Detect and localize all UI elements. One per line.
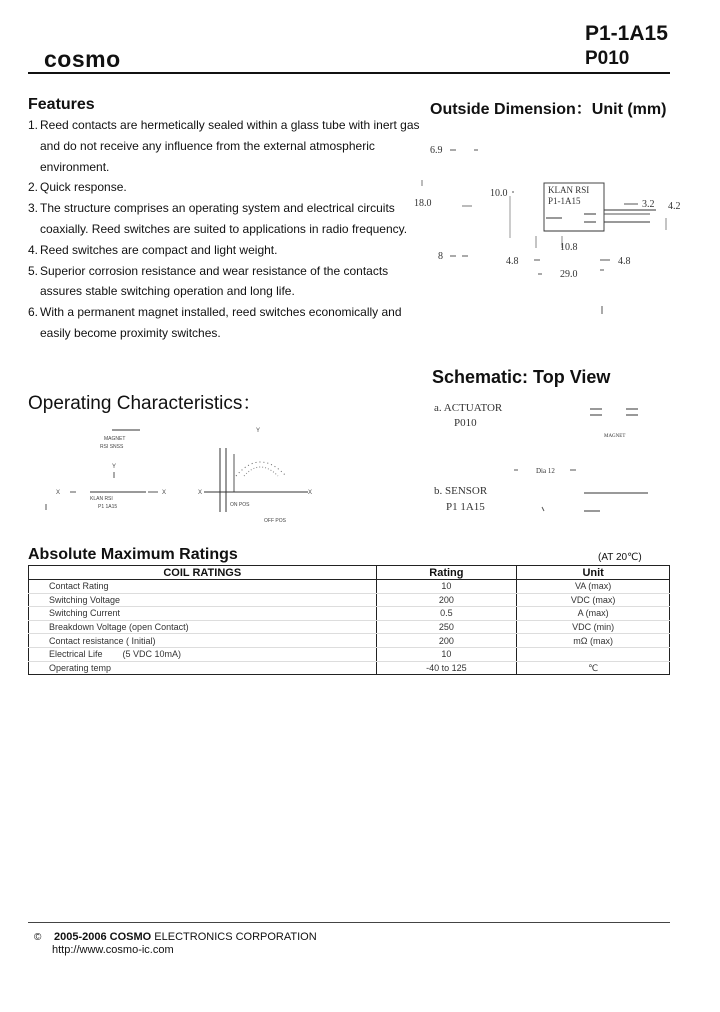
rating-value: 250 — [376, 620, 517, 634]
rating-unit: VDC (max) — [517, 593, 670, 607]
part-number: P1-1A15 — [585, 22, 668, 45]
op-y-axis-label: Y — [112, 464, 117, 470]
rating-value: 10 — [376, 647, 517, 661]
dim-4-2: 4.2 — [668, 201, 681, 212]
rating-name: Switching Voltage — [29, 593, 377, 607]
rating-value: 0.5 — [376, 607, 517, 621]
rating-name: Switching Current — [29, 607, 377, 621]
schematic-heading: Schematic: Top View — [432, 367, 611, 387]
rating-name: Contact resistance ( Initial) — [29, 634, 377, 648]
op-right-x-left: X — [198, 490, 203, 496]
list-item: 4. Reed switches are compact and light weight. — [28, 242, 278, 257]
list-item: 3. The structure comprises an operating system and electrical circuits coaxially. Reed switches are suited to applications in radio frequency. — [28, 201, 408, 236]
rating-value: 10 — [376, 580, 517, 594]
header-rule — [28, 72, 670, 74]
dia-label: Dia 12 — [536, 467, 555, 475]
dim-6-9: 6.9 — [430, 145, 443, 156]
features-list — [28, 115, 420, 344]
rating-name: Operating temp — [29, 661, 377, 675]
ratings-heading: Absolute Maximum Ratings — [28, 546, 238, 563]
op-magnet-label: MAGNET — [104, 436, 126, 442]
op-sensor-sub: P1 1A15 — [98, 504, 118, 510]
rating-value: -40 to 125 — [376, 661, 517, 675]
rating-name: Breakdown Voltage (open Contact) — [29, 620, 377, 634]
op-right-x-right: X — [308, 490, 313, 496]
dim-10-8: 10.8 — [560, 242, 578, 253]
outside-dimension-heading: Outside Dimension：Unit (mm) — [430, 101, 667, 118]
copyright-icon: © — [34, 932, 42, 943]
brand-logo: cosmo — [44, 46, 121, 72]
table-row — [29, 607, 670, 621]
dim-4-8-right: 4.8 — [618, 256, 631, 267]
rating-unit: ℃ — [517, 661, 670, 675]
marking-line-1: KLAN RSI — [548, 185, 590, 195]
op-right-y: Y — [256, 428, 261, 434]
rating-value: 200 — [376, 634, 517, 648]
rating-name: Electrical Life (5 VDC 10mA) — [29, 647, 377, 661]
operating-drawing — [40, 418, 340, 533]
dim-18-0: 18.0 — [414, 198, 432, 209]
website-link[interactable]: http://www.cosmo-ic.com — [52, 944, 174, 956]
op-x-axis-left: X — [56, 490, 61, 496]
actuator-label: a. ACTUATOR — [434, 402, 503, 414]
dim-3-2: 3.2 — [642, 199, 655, 210]
model-number: P010 — [585, 48, 630, 69]
company-name-bold: COSMO — [109, 931, 152, 943]
dim-8: 8 — [438, 251, 443, 262]
table-header-row — [29, 566, 670, 580]
table-row — [29, 661, 670, 675]
magnet-label: MAGNET — [604, 434, 626, 439]
column-header: COIL RATINGS — [29, 566, 377, 580]
rating-name: Contact Rating — [29, 580, 377, 594]
op-magnet-sub: RSI SNSS — [100, 444, 124, 450]
list-item: 5. Superior corrosion resistance and wear resistance of the contacts assures stable switching operation and long life. — [28, 263, 389, 299]
dim-29-0: 29.0 — [560, 269, 578, 280]
dim-10-0: 10.0 — [490, 188, 508, 199]
rating-unit: A (max) — [517, 607, 670, 621]
company-name-rest: ELECTRONICS CORPORATION — [154, 931, 317, 943]
op-x-axis-right: X — [162, 490, 167, 496]
sensor-model: P1 1A15 — [446, 501, 485, 513]
rating-unit: VDC (min) — [517, 620, 670, 634]
column-header: Unit — [517, 566, 670, 580]
table-row — [29, 593, 670, 607]
list-item: 2. Quick response. — [28, 180, 127, 195]
rating-unit: mΩ (max) — [517, 634, 670, 648]
rating-value: 200 — [376, 593, 517, 607]
list-item: 6. With a permanent magnet installed, reed switches economically and easily become proximity switches. — [28, 305, 402, 340]
list-item: 1. Reed contacts are hermetically sealed within a glass tube with inert gas and do not receive any influence from the external atmospheric environment. — [28, 118, 420, 174]
column-header: Rating — [376, 566, 517, 580]
table-row — [29, 580, 670, 594]
rating-unit: VA (max) — [517, 580, 670, 594]
table-row — [29, 620, 670, 634]
table-row — [29, 647, 670, 661]
marking-line-2: P1-1A15 — [548, 196, 581, 206]
ratings-condition: (AT 20℃) — [598, 552, 642, 563]
operating-heading: Operating Characteristics： — [28, 393, 262, 414]
op-off-pos: OFF POS — [264, 518, 286, 524]
dim-4-8-left: 4.8 — [506, 256, 519, 267]
copyright-years: 2005-2006 — [54, 931, 107, 943]
sensor-label: b. SENSOR — [434, 485, 488, 497]
schematic-drawing — [430, 395, 680, 525]
copyright-line — [34, 931, 317, 943]
table-row — [29, 634, 670, 648]
actuator-model: P010 — [454, 417, 477, 429]
rating-unit — [517, 647, 670, 661]
dimension-drawing — [410, 130, 690, 330]
op-on-pos: ON POS — [230, 502, 250, 508]
op-sensor-label: KLAN RSI — [90, 496, 113, 502]
footer-rule — [28, 922, 670, 923]
ratings-table — [28, 565, 670, 675]
features-heading: Features — [28, 96, 95, 113]
